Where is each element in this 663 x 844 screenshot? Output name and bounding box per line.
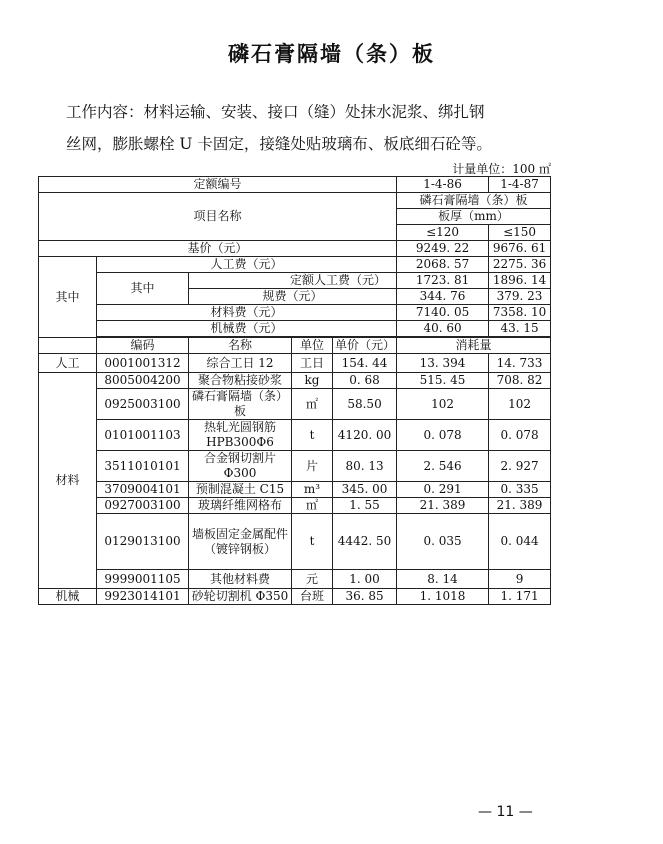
material-name: 预制混凝土 C15 xyxy=(189,482,292,498)
material-name: 磷石膏隔墙（条）板 xyxy=(189,389,292,420)
labor-code: 0001001312 xyxy=(97,354,189,373)
fee-2: 379. 23 xyxy=(489,289,551,305)
row-item-name xyxy=(39,193,551,209)
page-title: 磷石膏隔墙（条）板 xyxy=(228,41,435,66)
material-price: 0. 68 xyxy=(333,373,397,389)
base-price-label: 基价（元） xyxy=(39,241,397,257)
machine-cost-1: 40. 60 xyxy=(397,321,489,337)
table-row xyxy=(39,498,551,514)
material-unit: t xyxy=(292,514,333,570)
quota-no-2: 1-4-87 xyxy=(489,177,551,193)
table-row xyxy=(39,514,551,570)
material-price: 58.50 xyxy=(333,389,397,420)
material-v1: 102 xyxy=(397,389,489,420)
material-v1: 0. 078 xyxy=(397,420,489,451)
material-name: 墙板固定金属配件（镀锌钢板） xyxy=(189,514,292,570)
row-quota-no xyxy=(39,177,551,193)
material-name: 玻璃纤维网格布 xyxy=(189,498,292,514)
material-v1: 0. 035 xyxy=(397,514,489,570)
material-v2: 21. 389 xyxy=(489,498,551,514)
row-labor xyxy=(39,354,551,373)
quota-no-1: 1-4-86 xyxy=(397,177,489,193)
thickness-2: ≤150 xyxy=(489,225,551,241)
table-row xyxy=(39,570,551,589)
header-blank xyxy=(39,338,97,354)
table-row xyxy=(39,373,551,389)
unit-note: 计量单位：100 ㎡ xyxy=(452,162,551,176)
material-code: 0927003100 xyxy=(97,498,189,514)
of-which-label: 其中 xyxy=(39,257,97,338)
quota-labor-label: 定额人工费（元） xyxy=(189,273,397,289)
material-unit: m³ xyxy=(292,482,333,498)
quota-no-label: 定额编号 xyxy=(39,177,397,193)
material-v2: 102 xyxy=(489,389,551,420)
material-code: 9999001105 xyxy=(97,570,189,589)
material-v2: 0. 078 xyxy=(489,420,551,451)
row-machine xyxy=(39,589,551,605)
material-price: 345. 00 xyxy=(333,482,397,498)
row-labor-cost xyxy=(39,257,551,273)
machine-cost-label: 机械费（元） xyxy=(97,321,397,337)
material-code: 0101001103 xyxy=(97,420,189,451)
material-v1: 2. 546 xyxy=(397,451,489,482)
material-code: 0129013100 xyxy=(97,514,189,570)
item-name-label: 项目名称 xyxy=(39,193,397,241)
material-v2: 708. 82 xyxy=(489,373,551,389)
base-price-1: 9249. 22 xyxy=(397,241,489,257)
material-v1: 515. 45 xyxy=(397,373,489,389)
machine-v2: 1. 171 xyxy=(489,589,551,605)
machine-v1: 1. 1018 xyxy=(397,589,489,605)
labor-v1: 13. 394 xyxy=(397,354,489,373)
thickness-label: 板厚（mm） xyxy=(397,209,551,225)
material-name: 其他材料费 xyxy=(189,570,292,589)
base-price-2: 9676. 61 xyxy=(489,241,551,257)
header-consumption: 消耗量 xyxy=(397,338,551,354)
material-code: 3709004101 xyxy=(97,482,189,498)
material-price: 1. 55 xyxy=(333,498,397,514)
table-row xyxy=(39,451,551,482)
material-v2: 0. 335 xyxy=(489,482,551,498)
table-row xyxy=(39,389,551,420)
material-unit: ㎡ xyxy=(292,389,333,420)
work-content-line-2: 丝网，膨胀螺栓 U 卡固定，接缝处贴玻璃布、板底细石砼等。 xyxy=(66,135,492,153)
material-v1: 21. 389 xyxy=(397,498,489,514)
material-name: 聚合物粘接砂浆 xyxy=(189,373,292,389)
material-unit: ㎡ xyxy=(292,498,333,514)
labor-unit: 工日 xyxy=(292,354,333,373)
fee-label: 规费（元） xyxy=(189,289,397,305)
material-code: 3511010101 xyxy=(97,451,189,482)
quota-labor-2: 1896. 14 xyxy=(489,273,551,289)
material-unit: 元 xyxy=(292,570,333,589)
material-price: 80. 13 xyxy=(333,451,397,482)
material-cost-1: 7140. 05 xyxy=(397,305,489,321)
row-material-cost xyxy=(39,305,551,321)
page-number: — 11 — xyxy=(478,804,533,820)
material-name: 合金钢切割片 Φ300 xyxy=(189,451,292,482)
machine-code: 9923014101 xyxy=(97,589,189,605)
material-price: 4442. 50 xyxy=(333,514,397,570)
thickness-1: ≤120 xyxy=(397,225,489,241)
row-machine-cost xyxy=(39,321,551,337)
material-group-label: 材料 xyxy=(39,373,97,589)
labor-group-label: 人工 xyxy=(39,354,97,373)
labor-price: 154. 44 xyxy=(333,354,397,373)
table-row xyxy=(39,482,551,498)
labor-cost-label: 人工费（元） xyxy=(97,257,397,273)
material-v2: 0. 044 xyxy=(489,514,551,570)
machine-group-label: 机械 xyxy=(39,589,97,605)
material-v2: 9 xyxy=(489,570,551,589)
material-name: 热轧光圆钢筋 HPB300Φ6 xyxy=(189,420,292,451)
labor-cost-2: 2275. 36 xyxy=(489,257,551,273)
item-name: 磷石膏隔墙（条）板 xyxy=(397,193,551,209)
header-price: 单价（元） xyxy=(333,338,397,354)
quota-table xyxy=(38,176,551,605)
machine-unit: 台班 xyxy=(292,589,333,605)
header-code: 编码 xyxy=(97,338,189,354)
material-unit: t xyxy=(292,420,333,451)
material-price: 1. 00 xyxy=(333,570,397,589)
labor-cost-1: 2068. 57 xyxy=(397,257,489,273)
material-unit: kg xyxy=(292,373,333,389)
quota-labor-1: 1723. 81 xyxy=(397,273,489,289)
header-unit: 单位 xyxy=(292,338,333,354)
fee-1: 344. 76 xyxy=(397,289,489,305)
machine-name: 砂轮切割机 Φ350 xyxy=(189,589,292,605)
material-cost-2: 7358. 10 xyxy=(489,305,551,321)
work-content-line-1: 工作内容：材料运输、安装、接口（缝）处抹水泥浆、绑扎钢 xyxy=(66,103,485,121)
material-code: 0925003100 xyxy=(97,389,189,420)
material-code: 8005004200 xyxy=(97,373,189,389)
material-v2: 2. 927 xyxy=(489,451,551,482)
row-base-price xyxy=(39,241,551,257)
material-v1: 0. 291 xyxy=(397,482,489,498)
material-unit: 片 xyxy=(292,451,333,482)
header-name: 名称 xyxy=(189,338,292,354)
machine-price: 36. 85 xyxy=(333,589,397,605)
table-row xyxy=(39,420,551,451)
material-cost-label: 材料费（元） xyxy=(97,305,397,321)
of-which-inner-label: 其中 xyxy=(97,273,189,305)
labor-name: 综合工日 12 xyxy=(189,354,292,373)
labor-v2: 14. 733 xyxy=(489,354,551,373)
row-column-headers xyxy=(39,338,551,354)
material-v1: 8. 14 xyxy=(397,570,489,589)
material-price: 4120. 00 xyxy=(333,420,397,451)
machine-cost-2: 43. 15 xyxy=(489,321,551,337)
work-content xyxy=(66,96,606,160)
row-quota-labor xyxy=(39,273,551,289)
